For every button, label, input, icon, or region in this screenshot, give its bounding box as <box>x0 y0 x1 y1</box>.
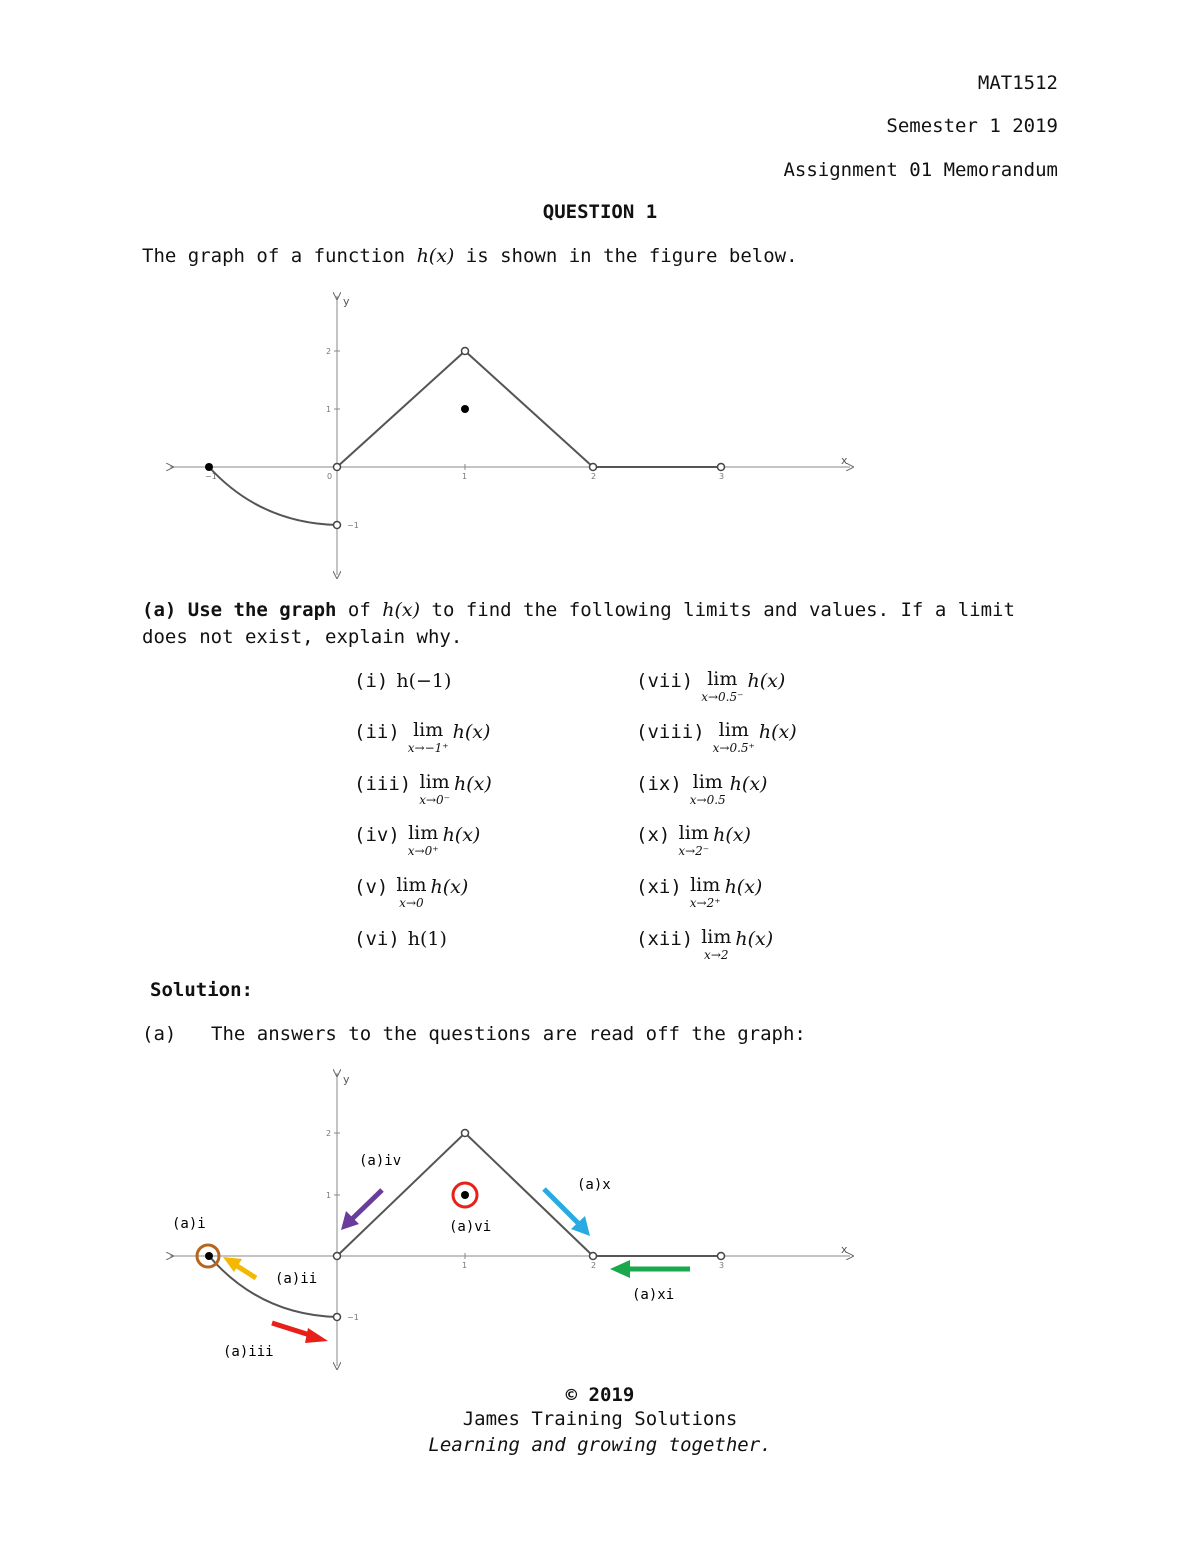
item-expression: h(x) <box>454 773 492 795</box>
tick-label-y: 2 <box>326 1129 332 1138</box>
label-a-x: (a)x <box>577 1177 611 1193</box>
lim-subscript: x→2⁻ <box>678 844 710 858</box>
item-expression: h(x) <box>724 876 763 898</box>
question-item <box>354 928 447 950</box>
tick-label-y: 2 <box>326 347 332 356</box>
function-curve <box>209 351 721 525</box>
intro-function: h(x) <box>416 245 455 267</box>
annotated-graph <box>160 1068 860 1373</box>
item-expression: h(x) <box>747 670 786 692</box>
part-a-prompt-line2: does not exist, explain why. <box>142 626 463 648</box>
question-item <box>636 824 751 857</box>
endpoint-markers <box>205 348 725 529</box>
footer-tagline: Learning and growing together. <box>428 1434 772 1456</box>
item-number: (x) <box>636 824 671 846</box>
label-a-ii: (a)ii <box>275 1271 318 1287</box>
lim-operator: lim <box>396 874 427 896</box>
footer-copyright: © 2019 <box>565 1384 635 1406</box>
tick-label-x: −1 <box>205 472 217 481</box>
question-item <box>354 773 492 806</box>
item-number: (iv) <box>354 824 400 846</box>
function-graph <box>160 288 860 583</box>
item-expression: h(x) <box>452 721 491 743</box>
item-expression: h(x) <box>758 721 797 743</box>
tick-label-y: −1 <box>347 1313 359 1322</box>
question-item <box>636 876 762 909</box>
tick-marks <box>209 351 721 525</box>
arrow-a-x <box>544 1189 590 1236</box>
tick-label-x: 3 <box>719 472 725 481</box>
x-axis-label: x <box>841 454 848 467</box>
tick-label-x: 1 <box>462 1261 468 1270</box>
prompt-of: of <box>347 599 371 621</box>
item-expression: h(1) <box>407 928 447 950</box>
item-expression: h(x) <box>735 928 774 950</box>
question-item <box>636 773 767 806</box>
lim-operator: lim <box>419 771 450 793</box>
item-number: (iii) <box>354 773 412 795</box>
lim-operator: lim <box>690 874 721 896</box>
y-axis-label: y <box>343 295 350 308</box>
question-item <box>354 721 490 754</box>
question-intro <box>142 245 798 267</box>
question-title: QUESTION 1 <box>542 201 658 223</box>
item-expression: h(x) <box>430 876 469 898</box>
tick-label-x: 2 <box>591 472 597 481</box>
item-number: (xii) <box>636 928 694 950</box>
tick-label-y: 1 <box>326 1191 332 1200</box>
item-number: (vii) <box>636 670 694 692</box>
tick-label-x: 0 <box>327 472 333 481</box>
lim-subscript: x→0 <box>399 896 424 910</box>
axes <box>170 1073 850 1366</box>
lim-operator: lim <box>707 668 738 690</box>
arrow-a-iii <box>272 1323 328 1343</box>
item-expression: h(x) <box>713 824 751 846</box>
tick-label-x: 1 <box>462 472 468 481</box>
item-number: (ix) <box>636 773 682 795</box>
tick-label-x: 3 <box>719 1261 725 1270</box>
intro-pre: The graph of a function <box>142 245 406 267</box>
axes <box>170 296 850 575</box>
lim-operator: lim <box>692 771 723 793</box>
question-item <box>354 670 451 692</box>
item-number: (v) <box>354 876 389 898</box>
arrow-a-xi <box>610 1260 690 1278</box>
lim-subscript: x→0⁺ <box>407 844 439 858</box>
lim-subscript: x→0.5⁻ <box>701 690 744 704</box>
question-item <box>354 876 468 909</box>
part-a-prompt <box>142 599 1015 621</box>
item-expression: h(x) <box>442 824 481 846</box>
item-number: (xi) <box>636 876 682 898</box>
x-axis-label: x <box>841 1243 848 1256</box>
question-item <box>636 670 785 703</box>
item-number: (viii) <box>636 721 705 743</box>
prompt-function: h(x) <box>382 599 421 621</box>
label-a-i: (a)i <box>172 1216 206 1232</box>
lim-operator: lim <box>678 822 709 844</box>
footer-company: James Training Solutions <box>462 1408 738 1430</box>
y-axis-label: y <box>343 1073 350 1086</box>
lim-operator: lim <box>718 719 749 741</box>
item-number: (ii) <box>354 721 400 743</box>
lim-operator: lim <box>408 822 439 844</box>
semester-label: Semester 1 2019 <box>886 115 1058 137</box>
arrow-a-iv <box>341 1190 382 1230</box>
item-number: (vi) <box>354 928 400 950</box>
item-expression: h(−1) <box>396 670 452 692</box>
lim-operator: lim <box>701 926 732 948</box>
lim-subscript: x→0⁻ <box>419 793 450 807</box>
question-item <box>636 721 797 754</box>
course-code: MAT1512 <box>977 72 1058 94</box>
tick-label-y: −1 <box>347 521 359 530</box>
tick-label-x: 2 <box>591 1261 597 1270</box>
question-item <box>636 928 773 961</box>
label-a-xi: (a)xi <box>632 1287 675 1303</box>
label-a-vi: (a)vi <box>449 1219 492 1235</box>
assignment-title: Assignment 01 Memorandum <box>783 159 1058 181</box>
question-item <box>354 824 480 857</box>
lim-subscript: x→2⁺ <box>689 896 721 910</box>
solution-heading: Solution: <box>150 979 253 1001</box>
lim-subscript: x→2 <box>704 948 729 962</box>
label-a-iii: (a)iii <box>223 1344 274 1360</box>
lim-subscript: x→0.5⁺ <box>712 741 755 755</box>
lim-operator: lim <box>413 719 444 741</box>
lim-subscript: x→−1⁺ <box>407 741 449 755</box>
prompt-rest: to find the following limits and values. If a limit <box>431 599 1015 621</box>
intro-post: is shown in the figure below. <box>465 245 798 267</box>
solution-part-label: (a) <box>142 1023 177 1045</box>
tick-label-y: 1 <box>326 405 332 414</box>
label-a-iv: (a)iv <box>359 1153 402 1169</box>
prompt-bold: (a) Use the graph <box>142 599 337 621</box>
lim-subscript: x→0.5 <box>689 793 726 807</box>
item-expression: h(x) <box>729 773 768 795</box>
item-number: (i) <box>354 670 389 692</box>
solution-text: The answers to the questions are read off the graph: <box>211 1023 806 1045</box>
